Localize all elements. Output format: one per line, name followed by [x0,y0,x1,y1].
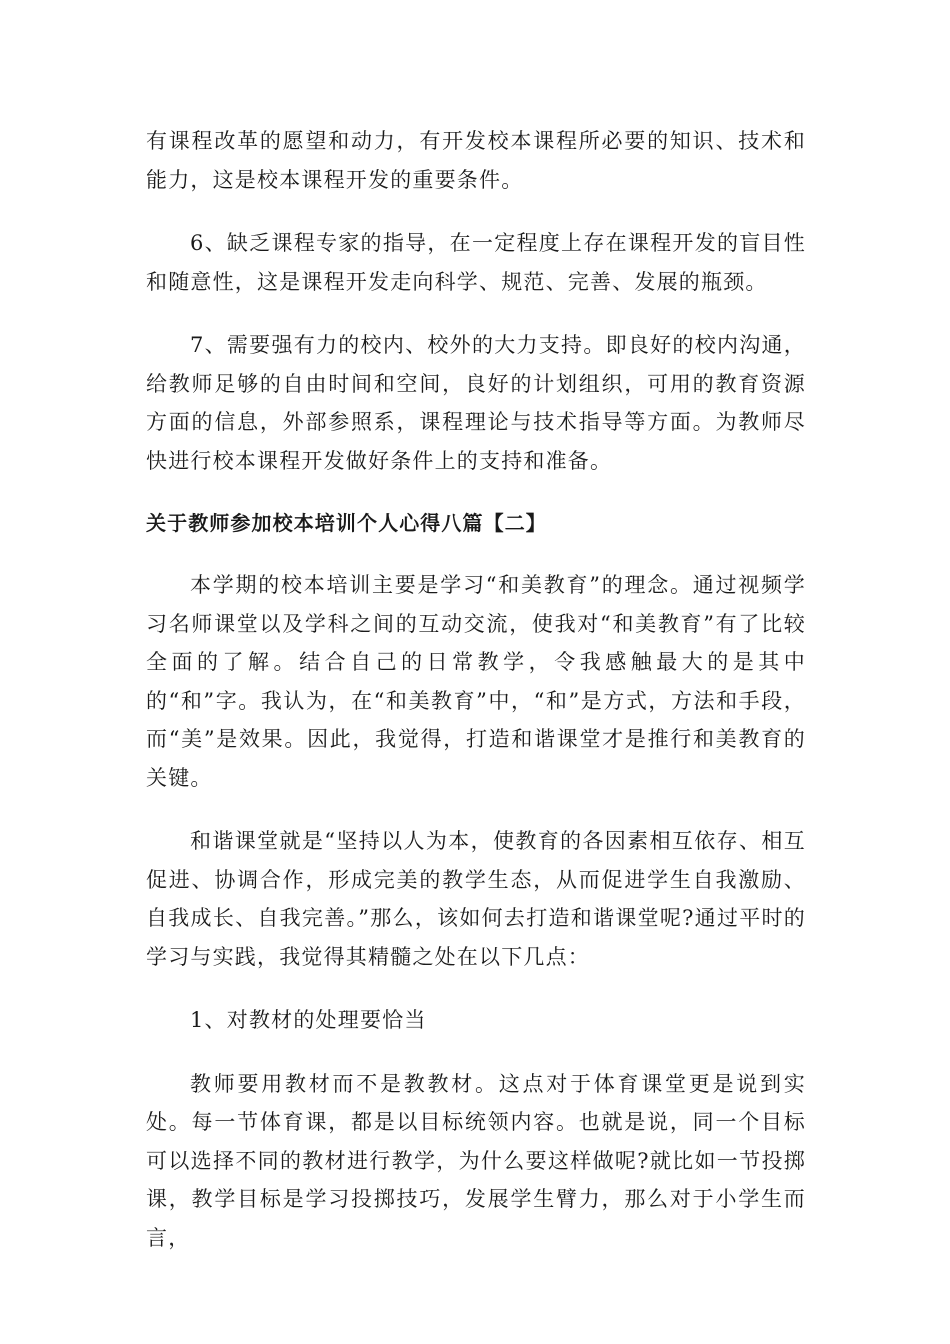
paragraph-continuation: 有课程改革的愿望和动力，有开发校本课程所必要的知识、技术和能力，这是校本课程开发的重要条件。 [146,129,806,192]
paragraph-harmonious-classroom: 和谐课堂就是“坚持以人为本，使教育的各因素相互依存、相互促进、协调合作，形成完美的教学生态，从而促进学生自我激励、自我成长、自我完善。”那么，该如何去打造和谐课堂呢?通过平时的学习与实践，我觉得其精髓之处在以下几点： [146,829,806,969]
subheading-point-1: 1、对教材的处理要恰当 [190,1008,427,1032]
section-heading: 关于教师参加校本培训个人心得八篇【二】 [146,511,547,535]
document-body [146,122,806,1257]
paragraph-item-7: 7、需要强有力的校内、校外的大力支持。即良好的校内沟通，给教师足够的自由时间和空间，良好的计划组织，可用的教育资源方面的信息，外部参照系，课程理论与技术指导等方面。为教师尽快进行校本课程开发做好条件上的支持和准备。 [146,333,806,473]
paragraph-item-6: 6、缺乏课程专家的指导，在一定程度上存在课程开发的盲目性和随意性，这是课程开发走向科学、规范、完善、发展的瓶颈。 [146,231,806,294]
paragraph-intro: 本学期的校本培训主要是学习“和美教育”的理念。通过视频学习名师课堂以及学科之间的互动交流，使我对“和美教育”有了比较全面的了解。结合自己的日常教学，令我感触最大的是其中的“和”字。我认为，在“和美教育”中，“和”是方式，方法和手段，而“美”是效果。因此，我觉得，打造和谐课堂才是推行和美教育的关键。 [146,573,807,790]
paragraph-teaching-material: 教师要用教材而不是教教材。这点对于体育课堂更是说到实处。每一节体育课，都是以目标统领内容。也就是说，同一个目标可以选择不同的教材进行教学，为什么要这样做呢?就比如一节投掷课，教学目标是学习投掷技巧，发展学生臂力，那么对于小学生而言， [146,1071,806,1250]
